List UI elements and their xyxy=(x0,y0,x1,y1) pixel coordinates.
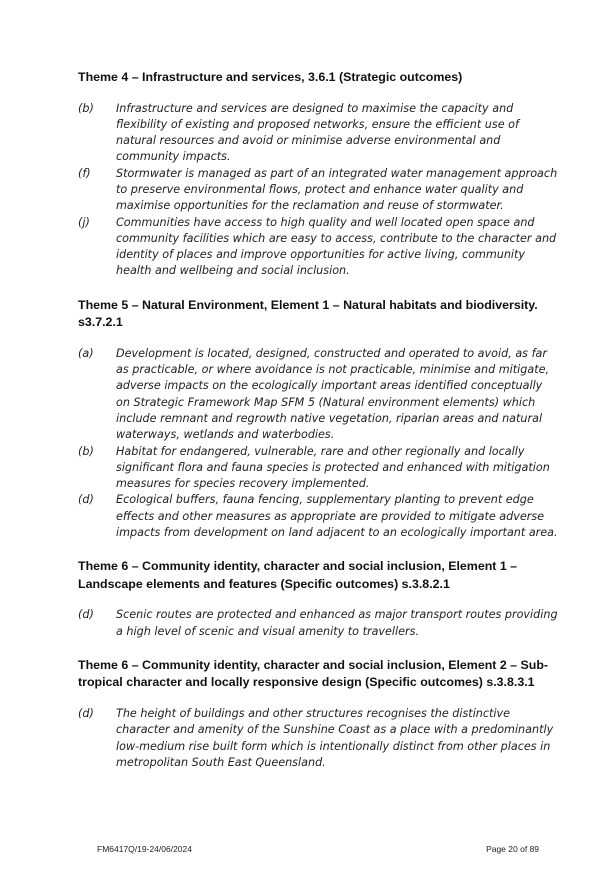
list-marker: (j) xyxy=(78,215,90,229)
list-marker: (d) xyxy=(78,493,94,507)
list-item xyxy=(78,706,558,771)
list-item xyxy=(78,444,558,493)
list-item xyxy=(78,346,558,444)
footer-page-number: Page 20 of 89 xyxy=(486,844,539,854)
list-item-text: The height of buildings and other structures recognises the distinctive character and amenity of the Sunshine Coast as a place with a predominantly low-medium rise built form which is intentionally distinct from other places in metropolitan South East Queensland. xyxy=(116,706,554,769)
section-heading: Theme 6 – Community identity, character and social inclusion, Element 1 – Landscape elements and features (Specific outcomes) s.3.8.2.1 xyxy=(78,559,518,591)
list-item xyxy=(78,607,558,640)
list-item xyxy=(78,492,558,541)
list-marker: (b) xyxy=(78,101,94,115)
list-item-text: Scenic routes are protected and enhanced as major transport routes providing a high level of scenic and visual amenity to travellers. xyxy=(116,608,558,638)
section-heading: Theme 5 – Natural Environment, Element 1 – Natural habitats and biodiversity. s3.7.2.1 xyxy=(78,297,538,330)
section-theme-5 xyxy=(78,297,558,542)
section-theme-6-element-2 xyxy=(78,657,558,771)
list-marker: (d) xyxy=(78,608,94,622)
list-item-text: Ecological buffers, fauna fencing, supplementary planting to prevent edge effects and other measures as appropriate are provided to mitigate adverse impacts from development on land adjacent to an ecologically important area. xyxy=(116,493,558,540)
footer-doc-code: FM6417Q/19-24/06/2024 xyxy=(97,844,192,854)
list-item-text: Communities have access to high quality and well located open space and community facilities which are easy to access, contribute to the character and identity of places and improve opportunities for active living, community health and wellbeing and social inclusion. xyxy=(116,215,557,278)
list-item xyxy=(78,101,558,166)
section-heading: Theme 4 – Infrastructure and services, 3.6.1 (Strategic outcomes) xyxy=(78,70,463,84)
list-marker: (d) xyxy=(78,706,94,720)
list-item xyxy=(78,215,558,280)
list-item-text: Development is located, designed, constructed and operated to avoid, as far as practicable, or where avoidance is not practicable, minimise and mitigate, adverse impacts on the ecologically important areas identified conceptually on Strategic Framework Map SFM 5 (Natural environment elements) which include remnant and regrowth native vegetation, riparian areas and natural waterways, wetlands and waterbodies. xyxy=(116,346,550,442)
section-theme-6-element-1 xyxy=(78,558,558,640)
list-marker: (f) xyxy=(78,166,91,180)
document-body xyxy=(78,69,558,788)
list-item xyxy=(78,166,558,215)
list-item-text: Infrastructure and services are designed to maximise the capacity and flexibility of existing and proposed networks, ensure the efficient use of natural resources and avoid or minimise adverse environmental and community impacts. xyxy=(116,101,519,164)
list-item-text: Stormwater is managed as part of an integrated water management approach to preserve environmental flows, protect and enhance water quality and maximise opportunities for the reclamation and reuse of stormwater. xyxy=(116,166,558,213)
list-marker: (b) xyxy=(78,444,94,458)
list-item-text: Habitat for endangered, vulnerable, rare and other regionally and locally significant flora and fauna species is protected and enhanced with mitigation measures for species recovery implemented. xyxy=(116,444,550,491)
list-marker: (a) xyxy=(78,346,94,360)
section-theme-4 xyxy=(78,69,558,280)
section-heading: Theme 6 – Community identity, character and social inclusion, Element 2 – Sub-tropical character and locally responsive design (Specific outcomes) s.3.8.3.1 xyxy=(78,657,549,690)
